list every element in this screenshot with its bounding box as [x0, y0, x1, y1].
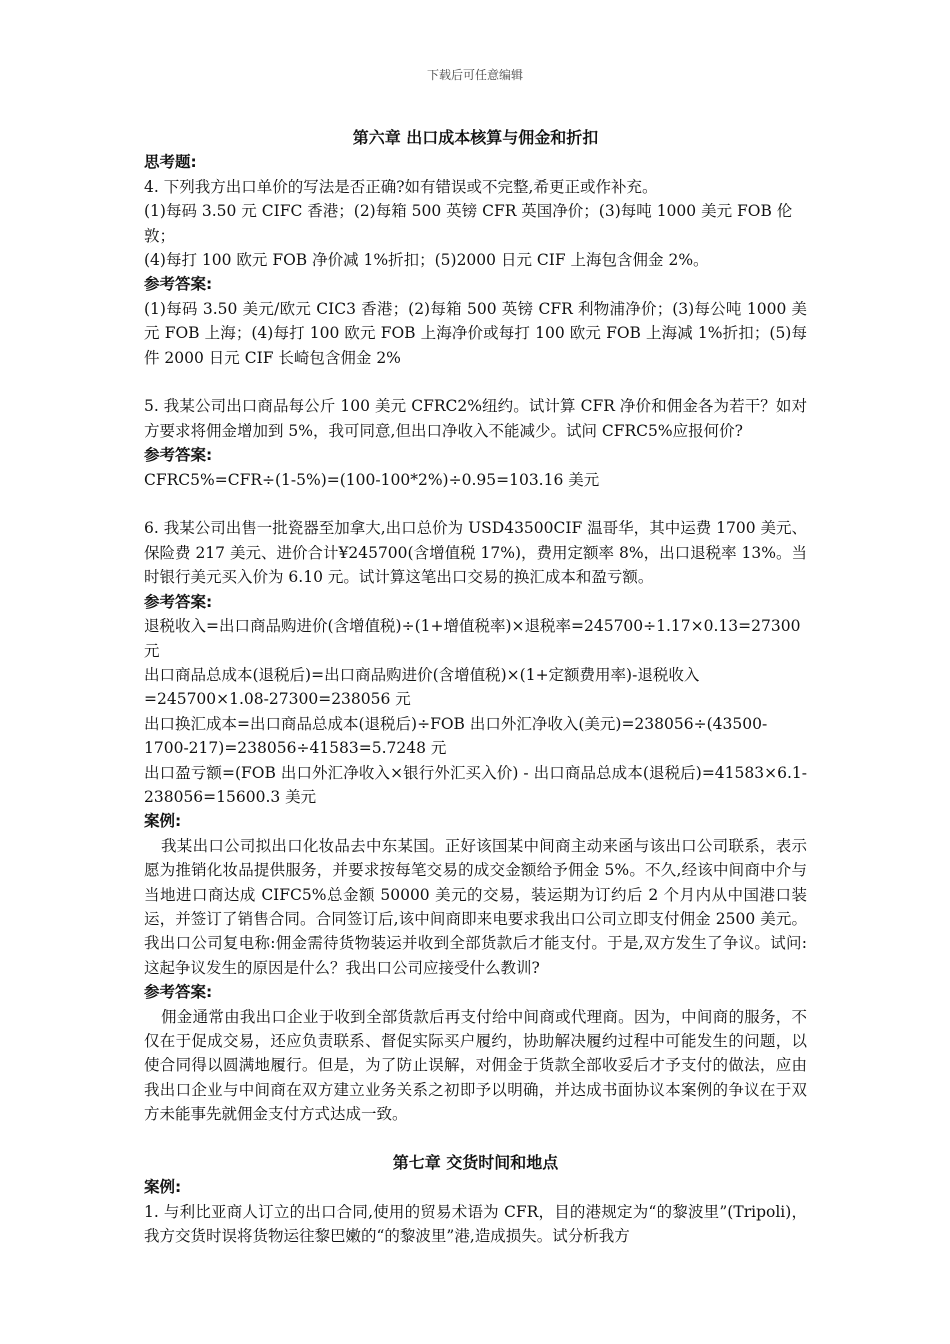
document-body: [144, 126, 807, 1249]
q4-answer: (1)每码 3.50 美元/欧元 CIC3 香港；(2)每箱 500 英镑 CFR 利物浦净价；(3)每公吨 1000 美元 FOB 上海；(4)每打 100 欧元 FOB 上海净价或每打 100 欧元 FOB 上海减 1%折扣；(5)每件 2000 日元 CIF 长崎包含佣金 2%: [144, 299, 807, 367]
case-answer: 佣金通常由我出口企业于收到全部货款后再支付给中间商或代理商。因为，中间商的服务，不仅在于促成交易，还应负责联系、督促实际买户履约，协助解决履约过程中可能发生的问题，以使合同得以圆满地履行。但是，为了防止误解，对佣金于货款全部收妥后才予支付的做法，应由我出口企业与中间商在双方建立业务关系之初即予以明确，并达成书面协议本案例的争议在于双方未能事先就佣金支付方式达成一致。: [144, 1007, 807, 1124]
think-questions-label: 思考题:: [144, 153, 197, 172]
spacer: [144, 1127, 807, 1151]
case-label: 案例:: [144, 812, 182, 831]
page-header: 下载后可任意编辑: [426, 68, 523, 82]
q5-answer: CFRC5%=CFR÷(1-5%)=(100-100*2%)÷0.95=103.16 美元: [144, 470, 600, 489]
q6-answer-line-4: 出口盈亏额=(FOB 出口外汇净收入×银行外汇买入价) - 出口商品总成本(退税后)=41583×6.1-238056=15600.3 美元: [144, 763, 807, 806]
q6-answer-line-3: 出口换汇成本=出口商品总成本(退税后)÷FOB 出口外汇净收入(美元)=238056÷(43500-1700-217)=238056÷41583=5.7248 元: [144, 714, 768, 758]
q5-question: 5. 我某公司出口商品每公斤 100 美元 CFRC2%纽约。试计算 CFR 净价和佣金各为若干？如对方要求将佣金增加到 5%，我可同意,但出口净收入不能减少。试问 CFRC5%应报何价?: [144, 397, 807, 440]
q4-items-line-2: (4)每打 100 欧元 FOB 净价减 1%折扣；(5)2000 日元 CIF 上海包含佣金 2%。: [144, 251, 709, 270]
chapter-7-title: 第七章 交货时间和地点: [392, 1153, 559, 1173]
spacer: [144, 370, 807, 394]
chapter-6-title: 第六章 出口成本核算与佣金和折扣: [352, 128, 599, 147]
ch7-case-1: 1. 与利比亚商人订立的出口合同,使用的贸易术语为 CFR，目的港规定为“的黎波里”(Tripoli)，我方交货时误将货物运往黎巴嫩的“的黎波里”港,造成损失。试分析我方: [144, 1202, 807, 1246]
q4-items-line-1: (1)每码 3.50 元 CIFC 香港；(2)每箱 500 英镑 CFR 英国净价；(3)每吨 1000 美元 FOB 伦敦；: [144, 202, 793, 245]
case-text: 我某出口公司拟出口化妆品去中东某国。正好该国某中间商主动来函与该出口公司联系，表示愿为推销化妆品提供服务，并要求按每笔交易的成交金额给予佣金 5%。不久,经该中间商中介与当地进口商达成 CIFC5%总金额 50000 美元的交易，装运期为订约后 2 个月内从中国港口装运，并签订了销售合同。合同签订后,该中间商即来电要求我出口公司立即支付佣金 2500 美元。我出口公司复电称:佣金需待货物装运并收到全部货款后才能支付。于是,双方发生了争议。试问:这起争议发生的原因是什么？我出口公司应接受什么教训?: [144, 836, 807, 977]
q6-answer-line-1: 退税收入=出口商品购进价(含增值税)÷(1+增值税率)×退税率=245700÷1.17×0.13=27300 元: [144, 617, 801, 660]
q6-question: 6. 我某公司出售一批瓷器至加拿大,出口总价为 USD43500CIF 温哥华，其中运费 1700 美元、保险费 217 美元、进价合计¥245700(含增值税 17%)，费用定额率 8%，出口退税率 13%。当时银行美元买入价为 6.10 元。试计算这笔出口交易的换汇成本和盈亏额。: [144, 519, 807, 587]
q4-answer-label: 参考答案:: [144, 275, 213, 294]
q5-answer-label: 参考答案:: [144, 446, 213, 465]
q6-answer-line-2: 出口商品总成本(退税后)=出口商品购进价(含增值税)×(1+定额费用率)-退税收入=245700×1.08-27300=238056 元: [144, 665, 700, 709]
q4-question: 4. 下列我方出口单价的写法是否正确?如有错误或不完整,希更正或作补充。: [144, 177, 658, 196]
q6-answer-label: 参考答案:: [144, 592, 213, 611]
case-answer-label: 参考答案:: [144, 983, 213, 1002]
spacer: [144, 492, 807, 516]
ch7-case-label: 案例:: [144, 1178, 182, 1197]
